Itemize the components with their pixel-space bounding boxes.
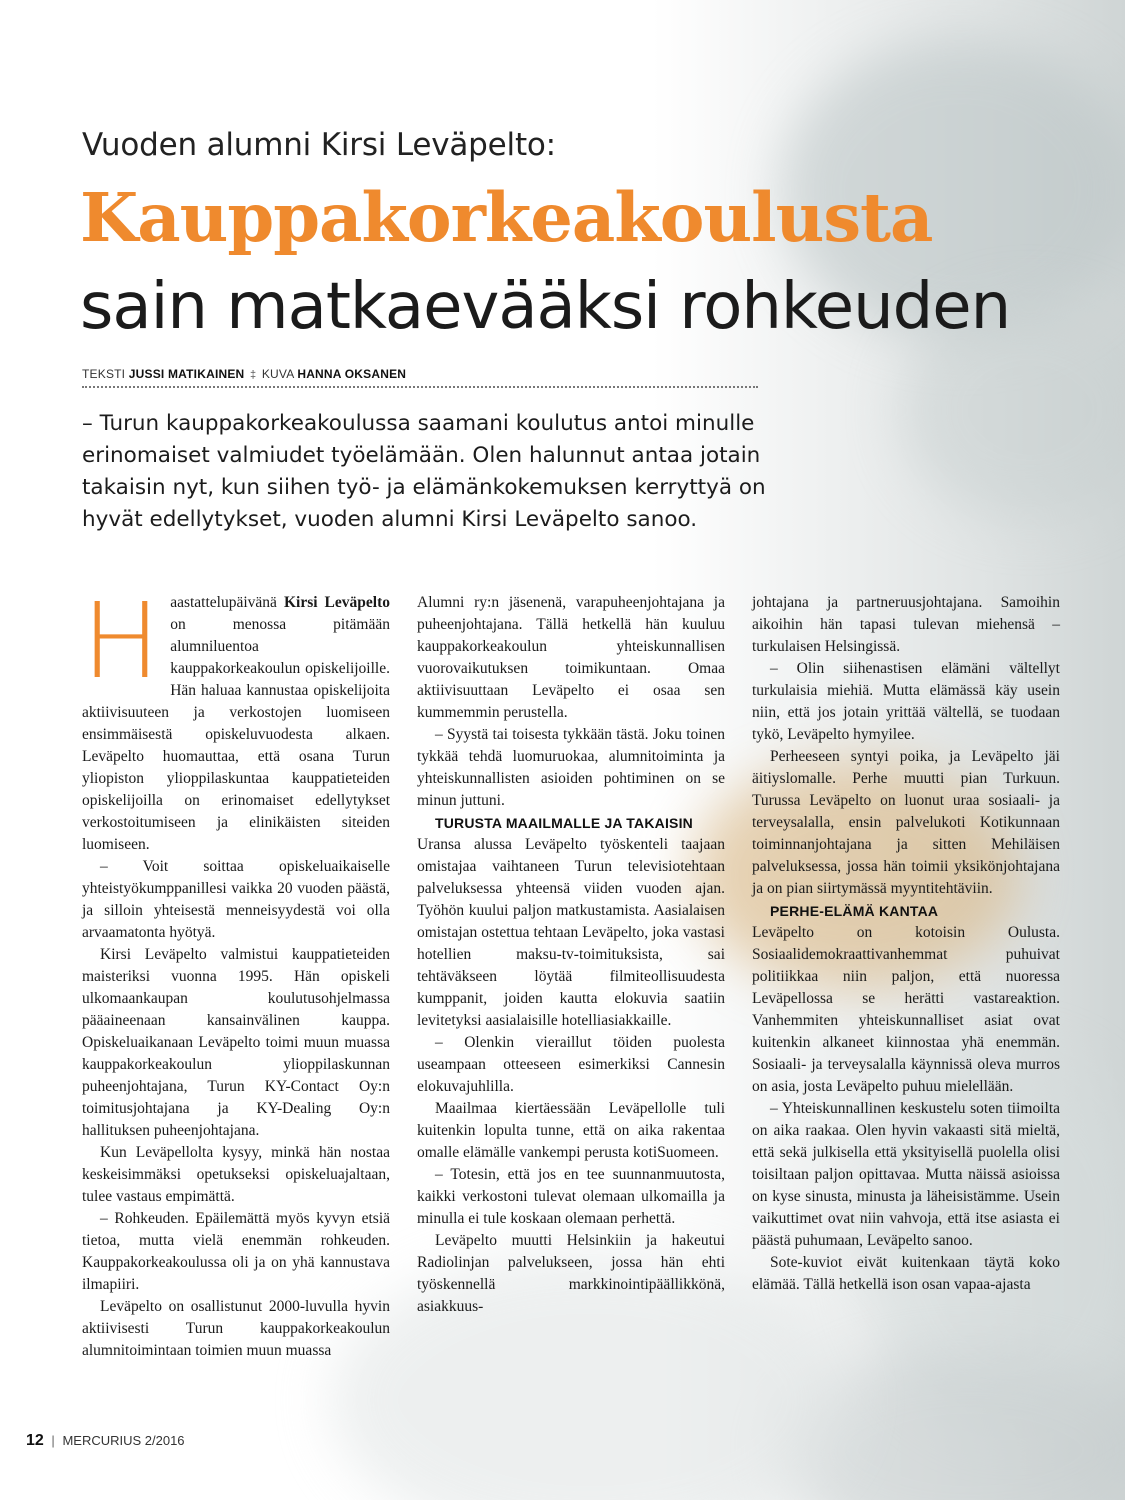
byline-rule	[82, 386, 758, 388]
interviewee-name: Kirsi Leväpelto	[283, 594, 390, 611]
paragraph: Perheeseen syntyi poika, ja Leväpelto jäi äitiyslomalle. Perhe muutti pian Turkuun. Turussa Leväpelto on luonut uraa sosiaali- ja terveysalalla, ensin palvelukoti Kotikunnaan toiminnanjohtajana ja sitten Mehiläisen palveluksessa, jossa hän toimii yksikönjohtajana ja on pian siirtymässä myyntitehtäviin.	[752, 748, 1060, 897]
column-2	[417, 592, 725, 1318]
byline-photo-author: HANNA OKSANEN	[297, 367, 407, 381]
subheading-2: PERHE-ELÄMÄ KANTAA	[770, 903, 939, 919]
byline-text-author: JUSSI MATIKAINEN	[128, 367, 245, 381]
paragraph: – Olin siihenastisen elämäni vältellyt turkulaisia miehiä. Mutta elämässä käy usein niin, että jos jotain yrittää vältellä, se tuodaan tykö, Leväpelto hymyilee.	[752, 660, 1060, 743]
publication-name: MERCURIUS 2/2016	[62, 1433, 185, 1448]
byline-separator-icon: ‡	[249, 369, 257, 381]
byline-text-label: TEKSTI	[82, 367, 126, 381]
paragraph: Leväpelto on osallistunut 2000-luvulla hyvin aktiivisesti Turun kauppakorkeakoulun alumnitoimintaan toimien muun muassa	[82, 1298, 390, 1359]
paragraph: Kun Leväpellolta kysyy, minkä hän nostaa keskeisimmäksi opetukseksi opiskeluajaltaan, tulee vastaus empimättä.	[82, 1144, 390, 1205]
byline-photo-label: KUVA	[261, 367, 294, 381]
footer-separator: |	[51, 1433, 55, 1448]
paragraph: Leväpelto muutti Helsinkiin ja hakeutui Radiolinjan palvelukseen, jossa hän ehti työskennellä markkinointipäällikkönä, asiakkuus-	[417, 1232, 725, 1315]
page-number: 12	[26, 1432, 44, 1449]
paragraph: – Voit soittaa opiskeluaikaiselle yhteistyökumppanillesi vaikka 20 vuoden päästä, ja silloin yhteisestä menneisyydestä voi olla arvaamatonta hyötyä.	[82, 858, 390, 941]
column-1	[82, 580, 390, 1362]
paragraph: Sote-kuviot eivät kuitenkaan täytä koko elämää. Tällä hetkellä ison osan vapaa-ajasta	[752, 1254, 1060, 1293]
page-footer	[26, 1432, 185, 1450]
byline	[82, 367, 406, 381]
lead-paragraph: – Turun kauppakorkeakoulussa saamani koulutus antoi minulle erinomaiset valmiudet työelämään. Olen halunnut antaa jotain takaisin nyt, kun siihen työ- ja elämänkokemuksen kerryttyä on hyvät edellytykset, vuoden alumni Kirsi Leväpelto sanoo.	[82, 411, 766, 532]
paragraph: Uransa alussa Leväpelto työskenteli taajaan omistajaa vaihtaneen Turun televisiotehtaan palveluksessa yhteensä viiden vuoden ajan. Työhön kuului paljon matkustamista. Aasialaisen omistajan ostettua tehtaan Leväpelto, joka vastasi hotellien maksu-tv-toimituksista, sai tehtäväkseen löytää filmiteollisuudesta kumppanit, joiden kautta elokuvia saatiin levitetyksi aasialaisille hotelliasiakkaille.	[417, 836, 725, 1029]
paragraph: – Totesin, että jos en tee suunnanmuutosta, kaikki verkostoni tulevat olemaan ulkomailla ja minulla ei tule koskaan olemaan perhettä.	[417, 1166, 725, 1227]
paragraph: Alumni ry:n jäsenenä, varapuheenjohtajana ja puheenjohtajana. Tällä hetkellä hän kuuluu kauppakorkeakoulun yhteiskunnallisen vuorovaikutuksen toimikuntaan. Omaa aktiivisuuttaan Leväpelto ei osaa sen kummemmin perustella.	[417, 594, 725, 721]
kicker: Vuoden alumni Kirsi Leväpelto:	[82, 127, 556, 163]
paragraph: johtajana ja partneruusjohtajana. Samoihin aikoihin hän tapasi tulevan miehensä – turkulaisen Helsingissä.	[752, 594, 1060, 655]
paragraph: – Olenkin vieraillut töiden puolesta useampaan otteeseen esimerkiksi Cannesin elokuvajuhlilla.	[417, 1034, 725, 1095]
paragraph: – Syystä tai toisesta tykkään tästä. Joku toinen tykkää tehdä luomuruokaa, alumnitoiminta ja yhteiskunnallisten asioiden pohtiminen on se minun juttuni.	[417, 726, 725, 809]
paragraph: – Yhteiskunnallinen keskustelu soten tiimoilta on aika raakaa. Olen hyvin vakaasti sitä mieltä, että sekä julkisella että yksityisellä puolella olisi toisiltaan paljon opittavaa. Mutta näissä asioissa on kyse sinusta, minusta ja läheisistämme. Usein vaikuttimet ovat niin vahvoja, että itse asiasta ei päästä puhumaan, Leväpelto sanoo.	[752, 1100, 1060, 1249]
dropcap: H	[82, 580, 161, 702]
paragraph: Maailmaa kiertäessään Leväpellolle tuli kuitenkin lopulta tunne, että on aika rakentaa omalle elämälle vankempi perusta kotiSuomeen.	[417, 1100, 725, 1161]
paragraph: – Rohkeuden. Epäilemättä myös kyvyn etsiä tietoa, mutta vielä enemmän rohkeuden. Kauppakorkeakoulussa oli ja on yhä kannustava ilmapiiri.	[82, 1210, 390, 1293]
paragraph: Kirsi Leväpelto valmistui kauppatieteiden maisteriksi vuonna 1995. Hän opiskeli ulkomaankaupan koulutusohjelmassa pääaineenaan kansainvälinen kauppa. Opiskeluaikanaan Leväpelto toimi muun muassa kauppakorkeakoulun ylioppilaskunnan puheenjohtajana, Turun KY-Contact Oy:n toimitusjohtajana ja KY-Dealing Oy:n hallituksen puheenjohtajana.	[82, 946, 390, 1139]
paragraph: Leväpelto on kotoisin Oulusta. Sosiaalidemokraattivanhemmat puhuivat politiikkaa niin paljon, että nuoressa Leväpellossa se herätti vastareaktion. Vanhemmiten yhteiskunnalliset asiat ovat kuitenkin alkaneet kiinnostaa yhä enemmän. Sosiaali- ja terveysalalla käynnissä oleva murros on asia, josta Leväpelto puhuu mielellään.	[752, 924, 1060, 1095]
column-3	[752, 592, 1060, 1296]
paragraph-1: Haastattelupäivänä Kirsi Leväpelto on menossa pitämään alumniluentoa kauppakorkeakoulun opiskelijoille. Hän haluaa kannustaa opiskelijoita aktiivisuuteen ja verkostojen luomiseen ensimmäisestä opiskeluvuodesta alkaen. Leväpelto huomauttaa, että osana Turun yliopiston ylioppilaskuntaa kauppatieteiden opiskelijoilla on erinomaiset edellytykset verkostoitumiseen ja elinikäisten siteiden luomiseen.	[82, 580, 390, 853]
headline-dark: sain matkaevääksi rohkeuden	[80, 270, 1011, 344]
headline-orange: Kauppakorkeakoulusta	[80, 178, 933, 257]
subheading-1: TURUSTA MAAILMALLE JA TAKAISIN	[435, 815, 693, 831]
